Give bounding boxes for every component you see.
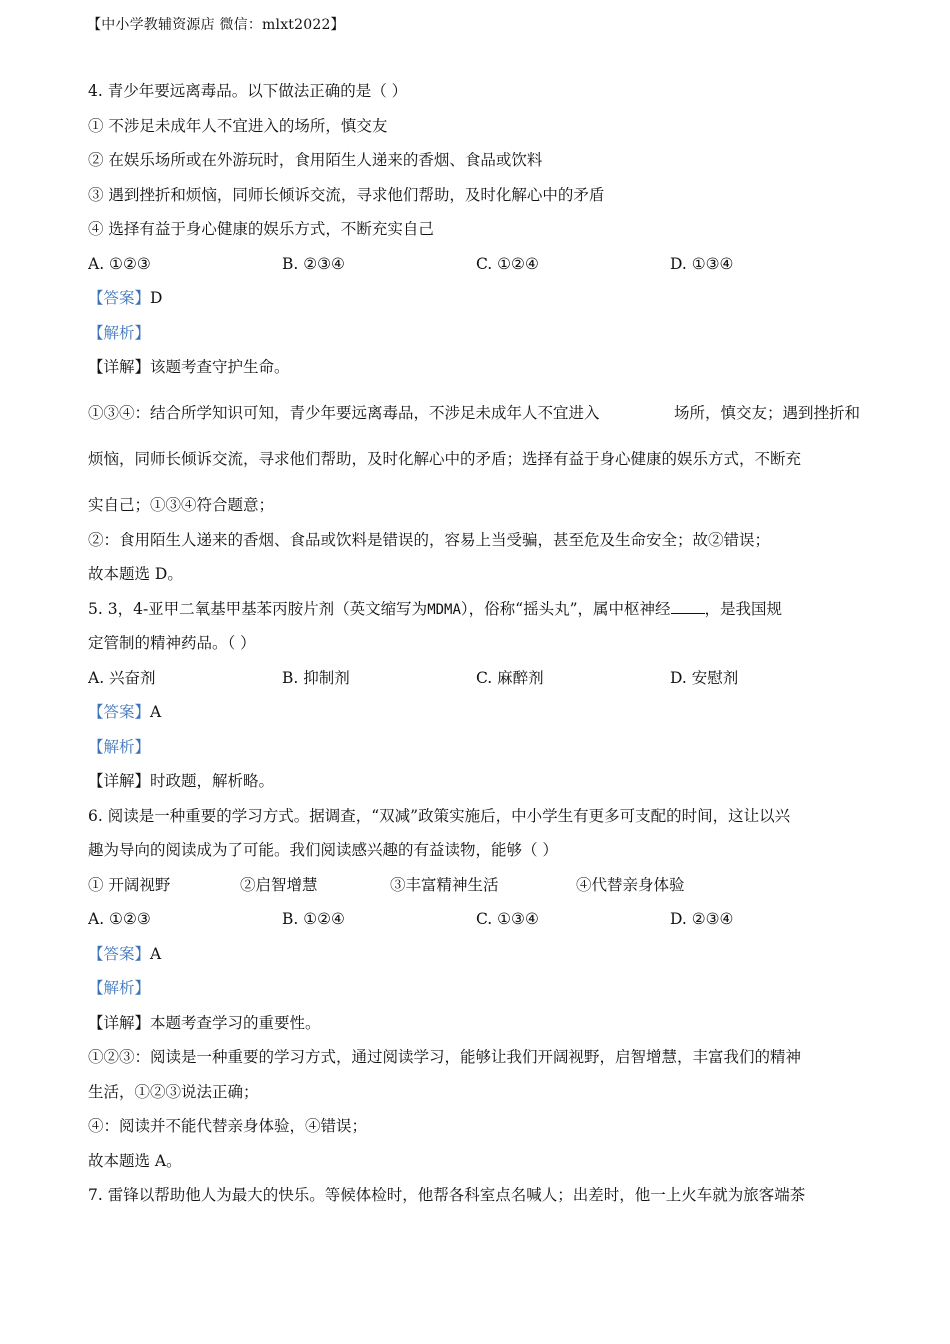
q4-explain-1b: 场所，慎交友；遇到挫折和: [673, 404, 860, 422]
q4-item-3: ③ 遇到挫折和烦恼，同师长倾诉交流，寻求他们帮助，及时化解心中的矛盾: [88, 185, 605, 204]
q6-answer-value: A: [150, 944, 162, 963]
q4-option-d: D. ①③④: [670, 254, 734, 273]
q6-option-c: C. ①③④: [476, 910, 539, 928]
q6-item-1: ① 开阔视野: [88, 875, 171, 894]
q5-answer: [88, 701, 860, 736]
q5-detail-text: 时政题，解析略。: [150, 772, 275, 790]
q5-stem-c: ，是我国规: [704, 599, 783, 618]
q4-conclusion: 故本题选 D。: [88, 565, 183, 583]
document-content: [88, 80, 860, 1219]
q6-options: [88, 908, 860, 943]
q4-detail-tag: 【详解】: [88, 358, 151, 376]
q4-detail: [88, 356, 860, 402]
q6-explain-line-1: ①②③：阅读是一种重要的学习方式，通过阅读学习，能够让我们开阔视野，启智增慧，丰富我们的精神: [88, 1048, 802, 1066]
q4-explain-line-4: ②：食用陌生人递来的香烟、食品或饮料是错误的，容易上当受骗，甚至危及生命安全；故②错误；: [88, 530, 771, 549]
q6-detail: [88, 1012, 860, 1047]
q5-answer-value: A: [150, 703, 162, 721]
q6-item-4: ④代替亲身体验: [576, 875, 685, 894]
q6-option-d: D. ②③④: [670, 910, 734, 928]
q5-option-d: D. 安慰剂: [670, 668, 739, 687]
q5-detail-tag: 【详解】: [88, 772, 151, 790]
q4-item-1: ① 不涉足未成年人不宜进入的场所，慎交友: [88, 116, 388, 135]
q4-options: [88, 253, 860, 288]
q4-option-c: C. ①②④: [476, 254, 539, 273]
q4-option-a: A. ①②③: [88, 254, 151, 273]
q6-analysis-tag: 【解析】: [88, 979, 151, 997]
q4-answer-tag: 【答案】: [88, 289, 151, 307]
q5-option-b: B. 抑制剂: [282, 668, 350, 687]
q6-option-b: B. ①②④: [282, 910, 345, 928]
q6-detail-intro: 本题考查学习的重要性。: [150, 1013, 321, 1032]
q4-answer-value: D: [150, 289, 163, 307]
q5-stem-line-1: [88, 598, 860, 633]
q6-explain-line-3: ④：阅读并不能代替亲身体验，④错误；: [88, 1117, 368, 1135]
q5-options: [88, 667, 860, 702]
q6-detail-tag: 【详解】: [88, 1013, 151, 1032]
q4-explain-1a: ①③④：结合所学知识可知，青少年要远离毒品，不涉足未成年人不宜进入: [88, 404, 600, 422]
q4-answer: [88, 287, 860, 322]
q4-item-4: ④ 选择有益于身心健康的娱乐方式，不断充实自己: [88, 220, 434, 238]
q6-stem-line-2: 趣为导向的阅读成为了可能。我们阅读感兴趣的有益读物，能够（ ）: [88, 841, 558, 859]
q6-item-3: ③丰富精神生活: [390, 875, 499, 894]
q6-answer-tag: 【答案】: [88, 944, 151, 963]
q4-item-2: ② 在娱乐场所或在外游玩时，食用陌生人递来的香烟、食品或饮料: [88, 151, 543, 169]
q7-stem-line-1: 7. 雷锋以帮助他人为最大的快乐。等候体检时，他帮各科室点名喊人；出差时，他一上火车就为旅客端茶: [88, 1186, 806, 1204]
q4-analysis-tag: 【解析】: [88, 323, 151, 342]
q5-detail: [88, 770, 860, 805]
q5-stem-b: ），俗称“摇头丸”，属中枢神经: [460, 599, 671, 618]
q6-answer: [88, 943, 860, 978]
q5-analysis-tag: 【解析】: [88, 737, 151, 756]
q4-explain-line-2: 烦恼，同师长倾诉交流，寻求他们帮助，及时化解心中的矛盾；选择有益于身心健康的娱乐方式，不断充: [88, 450, 802, 468]
q6-items: [88, 874, 860, 909]
q5-stem-line-2: 定管制的精神药品。（ ）: [88, 634, 256, 652]
q5-stem-abbr: MDMA: [427, 601, 461, 618]
q4-explain-line-3: 实自己；①③④符合题意；: [88, 496, 275, 514]
header-watermark: 【中小学教辅资源店 微信：mlxt2022】: [87, 17, 345, 33]
q4-option-b: B. ②③④: [282, 254, 345, 273]
q6-stem-line-1: 6. 阅读是一种重要的学习方式。据调查，“双减”政策实施后，中小学生有更多可支配的时间，这让以兴: [88, 806, 791, 825]
q6-conclusion: 故本题选 A。: [88, 1151, 182, 1170]
q5-answer-tag: 【答案】: [88, 703, 151, 721]
q5-stem-a: 5. 3，4-亚甲二氧基甲基苯丙胺片剂（英文缩写为: [88, 599, 428, 618]
q4-detail-intro: 该题考查守护生命。: [150, 358, 290, 376]
q5-option-a: A. 兴奋剂: [88, 668, 156, 687]
q5-option-c: C. 麻醉剂: [476, 668, 544, 687]
q6-explain-line-2: 生活，①②③说法正确；: [88, 1082, 259, 1101]
q6-option-a: A. ①②③: [88, 910, 151, 928]
q6-item-2: ②启智增慧: [240, 875, 318, 894]
q5-fill-blank: [671, 599, 705, 614]
q4-explain-line-1: [88, 402, 860, 448]
q4-stem: 4. 青少年要远离毒品。以下做法正确的是（ ）: [88, 82, 408, 100]
